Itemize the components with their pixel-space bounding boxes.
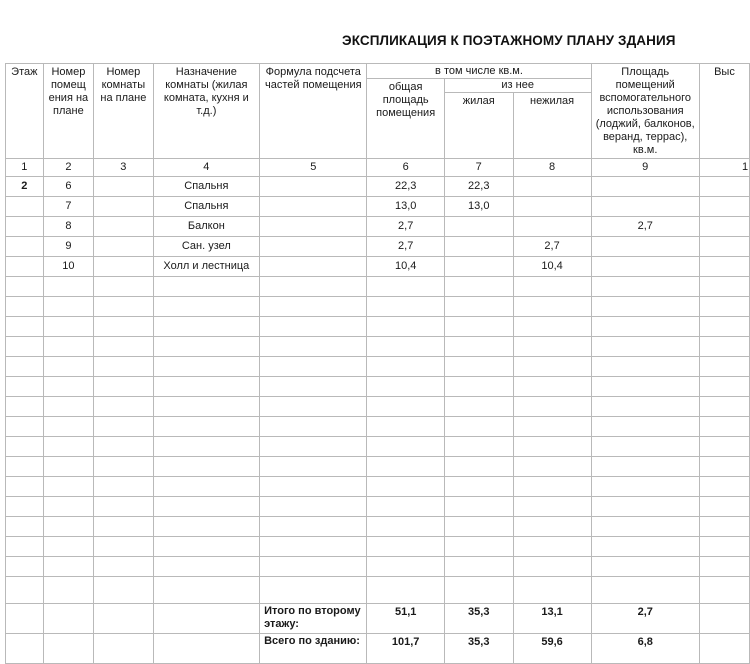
table-row bbox=[6, 217, 750, 237]
empty-cell bbox=[94, 457, 153, 477]
empty-cell bbox=[367, 397, 444, 417]
empty-cell bbox=[699, 457, 749, 477]
empty-cell bbox=[513, 497, 591, 517]
empty-cell bbox=[591, 357, 699, 377]
empty-cell bbox=[94, 634, 153, 664]
empty-cell bbox=[699, 577, 749, 604]
empty-cell bbox=[43, 317, 93, 337]
empty-cell bbox=[260, 277, 367, 297]
empty-cell bbox=[367, 317, 444, 337]
cell-formula bbox=[260, 237, 367, 257]
empty-cell bbox=[260, 477, 367, 497]
empty-cell bbox=[444, 557, 513, 577]
empty-cell bbox=[367, 277, 444, 297]
empty-cell bbox=[444, 457, 513, 477]
empty-cell bbox=[513, 437, 591, 457]
empty-cell bbox=[367, 517, 444, 537]
empty-cell bbox=[367, 417, 444, 437]
empty-cell bbox=[43, 604, 93, 634]
empty-cell bbox=[153, 297, 259, 317]
empty-cell bbox=[43, 377, 93, 397]
totals-nonliving: 59,6 bbox=[513, 634, 591, 664]
empty-cell bbox=[153, 604, 259, 634]
cell-room-no bbox=[94, 237, 153, 257]
empty-row bbox=[6, 477, 750, 497]
cell-height bbox=[699, 237, 749, 257]
empty-cell bbox=[43, 337, 93, 357]
empty-cell bbox=[94, 297, 153, 317]
empty-cell bbox=[444, 297, 513, 317]
empty-cell bbox=[699, 497, 749, 517]
empty-cell bbox=[591, 557, 699, 577]
cell-purpose: Сан. узел bbox=[153, 237, 259, 257]
empty-cell bbox=[153, 277, 259, 297]
empty-row bbox=[6, 537, 750, 557]
empty-row bbox=[6, 297, 750, 317]
empty-cell bbox=[43, 397, 93, 417]
empty-cell bbox=[367, 557, 444, 577]
cell-total: 2,7 bbox=[367, 217, 444, 237]
empty-cell bbox=[367, 497, 444, 517]
empty-cell bbox=[444, 397, 513, 417]
empty-row bbox=[6, 417, 750, 437]
empty-cell bbox=[513, 357, 591, 377]
empty-cell bbox=[43, 457, 93, 477]
column-number: 9 bbox=[591, 159, 699, 177]
header-total-area: общая площадь помещения bbox=[367, 79, 444, 159]
empty-cell bbox=[444, 337, 513, 357]
empty-cell bbox=[367, 337, 444, 357]
empty-cell bbox=[444, 417, 513, 437]
empty-cell bbox=[513, 397, 591, 417]
cell-aux bbox=[591, 237, 699, 257]
cell-height bbox=[699, 217, 749, 237]
column-number: 1 bbox=[6, 159, 44, 177]
empty-cell bbox=[699, 357, 749, 377]
document-title: ЭКСПЛИКАЦИЯ К ПОЭТАЖНОМУ ПЛАНУ ЗДАНИЯ bbox=[342, 33, 676, 48]
cell-room-no bbox=[94, 177, 153, 197]
empty-cell bbox=[260, 457, 367, 477]
header-auxiliary: Площадь помещений вспомогательного использования (лоджий, балконов, веранд, террас), кв.м. bbox=[591, 64, 699, 159]
column-number: 7 bbox=[444, 159, 513, 177]
cell-living bbox=[444, 217, 513, 237]
empty-cell bbox=[444, 377, 513, 397]
empty-cell bbox=[699, 437, 749, 457]
empty-cell bbox=[591, 397, 699, 417]
table-row bbox=[6, 257, 750, 277]
empty-cell bbox=[513, 297, 591, 317]
totals-aux: 2,7 bbox=[591, 604, 699, 634]
empty-cell bbox=[591, 497, 699, 517]
empty-cell bbox=[6, 377, 44, 397]
cell-aux bbox=[591, 257, 699, 277]
empty-cell bbox=[153, 397, 259, 417]
column-number: 6 bbox=[367, 159, 444, 177]
empty-cell bbox=[513, 337, 591, 357]
column-numbers-row bbox=[6, 159, 750, 177]
empty-cell bbox=[6, 297, 44, 317]
empty-cell bbox=[94, 417, 153, 437]
table-row bbox=[6, 177, 750, 197]
header-purpose: Назначение комнаты (жилая комната, кухня и т.д.) bbox=[153, 64, 259, 159]
cell-room-no-plan: 7 bbox=[43, 197, 93, 217]
column-number: 3 bbox=[94, 159, 153, 177]
empty-cell bbox=[444, 577, 513, 604]
cell-floor bbox=[6, 217, 44, 237]
cell-room-no bbox=[94, 257, 153, 277]
empty-cell bbox=[6, 634, 44, 664]
empty-cell bbox=[43, 477, 93, 497]
empty-cell bbox=[699, 417, 749, 437]
empty-cell bbox=[260, 377, 367, 397]
cell-height bbox=[699, 197, 749, 217]
header-formula: Формула подсчета частей помещения bbox=[260, 64, 367, 159]
empty-row bbox=[6, 357, 750, 377]
empty-cell bbox=[43, 634, 93, 664]
cell-aux bbox=[591, 197, 699, 217]
cell-room-no-plan: 9 bbox=[43, 237, 93, 257]
empty-cell bbox=[513, 317, 591, 337]
cell-aux: 2,7 bbox=[591, 217, 699, 237]
empty-cell bbox=[591, 537, 699, 557]
empty-cell bbox=[94, 577, 153, 604]
empty-cell bbox=[699, 317, 749, 337]
empty-cell bbox=[591, 477, 699, 497]
cell-living bbox=[444, 257, 513, 277]
empty-row bbox=[6, 377, 750, 397]
cell-purpose: Холл и лестница bbox=[153, 257, 259, 277]
empty-cell bbox=[260, 517, 367, 537]
empty-cell bbox=[43, 497, 93, 517]
empty-cell bbox=[699, 604, 749, 634]
empty-cell bbox=[591, 337, 699, 357]
empty-cell bbox=[43, 577, 93, 604]
cell-nonliving bbox=[513, 197, 591, 217]
empty-cell bbox=[260, 357, 367, 377]
table-row bbox=[6, 197, 750, 217]
empty-cell bbox=[367, 357, 444, 377]
cell-nonliving bbox=[513, 177, 591, 197]
empty-cell bbox=[153, 537, 259, 557]
empty-cell bbox=[94, 537, 153, 557]
empty-cell bbox=[6, 497, 44, 517]
cell-purpose: Спальня bbox=[153, 197, 259, 217]
cell-height bbox=[699, 177, 749, 197]
empty-cell bbox=[260, 557, 367, 577]
cell-living: 13,0 bbox=[444, 197, 513, 217]
empty-cell bbox=[94, 604, 153, 634]
empty-cell bbox=[153, 417, 259, 437]
cell-total: 22,3 bbox=[367, 177, 444, 197]
empty-cell bbox=[94, 477, 153, 497]
empty-cell bbox=[591, 437, 699, 457]
header-living: жилая bbox=[444, 93, 513, 159]
header-nonliving: нежилая bbox=[513, 93, 591, 159]
empty-cell bbox=[444, 437, 513, 457]
empty-cell bbox=[444, 477, 513, 497]
column-number: 8 bbox=[513, 159, 591, 177]
empty-cell bbox=[6, 604, 44, 634]
empty-row bbox=[6, 397, 750, 417]
empty-cell bbox=[94, 517, 153, 537]
empty-cell bbox=[591, 457, 699, 477]
totals-total: 101,7 bbox=[367, 634, 444, 664]
cell-formula bbox=[260, 177, 367, 197]
empty-cell bbox=[513, 457, 591, 477]
empty-cell bbox=[591, 417, 699, 437]
cell-room-no bbox=[94, 217, 153, 237]
empty-cell bbox=[43, 437, 93, 457]
cell-room-no-plan: 8 bbox=[43, 217, 93, 237]
empty-cell bbox=[6, 577, 44, 604]
cell-nonliving bbox=[513, 217, 591, 237]
empty-row bbox=[6, 497, 750, 517]
empty-cell bbox=[260, 397, 367, 417]
empty-cell bbox=[153, 557, 259, 577]
cell-room-no-plan: 6 bbox=[43, 177, 93, 197]
empty-cell bbox=[591, 317, 699, 337]
header-floor: Этаж bbox=[6, 64, 44, 159]
cell-formula bbox=[260, 197, 367, 217]
empty-cell bbox=[591, 377, 699, 397]
empty-cell bbox=[367, 377, 444, 397]
totals-nonliving: 13,1 bbox=[513, 604, 591, 634]
empty-cell bbox=[260, 537, 367, 557]
header-room-no: Номер комнаты на плане bbox=[94, 64, 153, 159]
empty-cell bbox=[513, 377, 591, 397]
empty-cell bbox=[260, 577, 367, 604]
header-room-no-plan: Номер помещ ения на плане bbox=[43, 64, 93, 159]
cell-floor: 2 bbox=[6, 177, 44, 197]
empty-cell bbox=[94, 377, 153, 397]
cell-living: 22,3 bbox=[444, 177, 513, 197]
table-row bbox=[6, 237, 750, 257]
cell-living bbox=[444, 237, 513, 257]
empty-cell bbox=[94, 317, 153, 337]
empty-cell bbox=[367, 477, 444, 497]
empty-cell bbox=[591, 277, 699, 297]
cell-nonliving: 10,4 bbox=[513, 257, 591, 277]
empty-cell bbox=[367, 437, 444, 457]
empty-cell bbox=[43, 517, 93, 537]
empty-cell bbox=[444, 517, 513, 537]
cell-total: 2,7 bbox=[367, 237, 444, 257]
empty-cell bbox=[444, 537, 513, 557]
empty-cell bbox=[6, 537, 44, 557]
cell-nonliving: 2,7 bbox=[513, 237, 591, 257]
empty-cell bbox=[444, 277, 513, 297]
empty-cell bbox=[513, 557, 591, 577]
empty-cell bbox=[444, 497, 513, 517]
totals-total: 51,1 bbox=[367, 604, 444, 634]
empty-cell bbox=[153, 457, 259, 477]
empty-cell bbox=[260, 337, 367, 357]
empty-cell bbox=[94, 397, 153, 417]
empty-cell bbox=[153, 577, 259, 604]
empty-cell bbox=[367, 537, 444, 557]
empty-cell bbox=[6, 457, 44, 477]
empty-cell bbox=[513, 517, 591, 537]
empty-row bbox=[6, 457, 750, 477]
empty-cell bbox=[43, 417, 93, 437]
header-of-which: из нее bbox=[444, 79, 591, 93]
empty-cell bbox=[94, 277, 153, 297]
empty-cell bbox=[591, 577, 699, 604]
cell-room-no bbox=[94, 197, 153, 217]
empty-cell bbox=[260, 417, 367, 437]
empty-cell bbox=[699, 517, 749, 537]
cell-formula bbox=[260, 257, 367, 277]
totals-row bbox=[6, 634, 750, 664]
totals-aux: 6,8 bbox=[591, 634, 699, 664]
empty-cell bbox=[6, 477, 44, 497]
empty-cell bbox=[444, 317, 513, 337]
empty-cell bbox=[6, 397, 44, 417]
empty-cell bbox=[513, 537, 591, 557]
empty-cell bbox=[6, 517, 44, 537]
empty-cell bbox=[513, 277, 591, 297]
empty-row bbox=[6, 577, 750, 604]
empty-cell bbox=[260, 437, 367, 457]
empty-row bbox=[6, 437, 750, 457]
empty-cell bbox=[94, 337, 153, 357]
empty-cell bbox=[591, 297, 699, 317]
empty-cell bbox=[699, 277, 749, 297]
header-including: в том числе кв.м. bbox=[367, 64, 591, 79]
cell-aux bbox=[591, 177, 699, 197]
empty-cell bbox=[513, 577, 591, 604]
empty-cell bbox=[260, 297, 367, 317]
empty-cell bbox=[6, 557, 44, 577]
totals-living: 35,3 bbox=[444, 634, 513, 664]
column-number: 5 bbox=[260, 159, 367, 177]
empty-row bbox=[6, 277, 750, 297]
empty-row bbox=[6, 557, 750, 577]
empty-cell bbox=[444, 357, 513, 377]
empty-cell bbox=[367, 457, 444, 477]
cell-total: 13,0 bbox=[367, 197, 444, 217]
empty-cell bbox=[591, 517, 699, 537]
cell-floor bbox=[6, 197, 44, 217]
empty-cell bbox=[94, 557, 153, 577]
header-height: Выс bbox=[699, 64, 749, 159]
empty-cell bbox=[699, 337, 749, 357]
empty-cell bbox=[153, 477, 259, 497]
explication-table bbox=[5, 63, 750, 664]
empty-cell bbox=[153, 497, 259, 517]
empty-cell bbox=[513, 417, 591, 437]
empty-cell bbox=[153, 517, 259, 537]
empty-cell bbox=[94, 357, 153, 377]
empty-cell bbox=[153, 337, 259, 357]
empty-cell bbox=[6, 357, 44, 377]
empty-cell bbox=[43, 557, 93, 577]
empty-cell bbox=[43, 277, 93, 297]
empty-cell bbox=[153, 357, 259, 377]
empty-cell bbox=[699, 477, 749, 497]
empty-cell bbox=[6, 417, 44, 437]
cell-floor bbox=[6, 257, 44, 277]
cell-height bbox=[699, 257, 749, 277]
empty-cell bbox=[43, 297, 93, 317]
cell-purpose: Балкон bbox=[153, 217, 259, 237]
empty-cell bbox=[699, 537, 749, 557]
empty-cell bbox=[153, 634, 259, 664]
empty-cell bbox=[699, 297, 749, 317]
empty-cell bbox=[6, 337, 44, 357]
empty-cell bbox=[94, 497, 153, 517]
empty-row bbox=[6, 517, 750, 537]
empty-cell bbox=[699, 397, 749, 417]
empty-cell bbox=[260, 497, 367, 517]
empty-cell bbox=[260, 317, 367, 337]
empty-row bbox=[6, 337, 750, 357]
empty-cell bbox=[153, 317, 259, 337]
totals-label: Итого по второму этажу: bbox=[260, 604, 367, 634]
empty-cell bbox=[367, 577, 444, 604]
empty-cell bbox=[367, 297, 444, 317]
empty-row bbox=[6, 317, 750, 337]
column-number: 1 bbox=[699, 159, 749, 177]
cell-room-no-plan: 10 bbox=[43, 257, 93, 277]
empty-cell bbox=[153, 377, 259, 397]
totals-label: Всего по зданию: bbox=[260, 634, 367, 664]
cell-floor bbox=[6, 237, 44, 257]
empty-cell bbox=[6, 277, 44, 297]
column-number: 4 bbox=[153, 159, 259, 177]
empty-cell bbox=[513, 477, 591, 497]
cell-purpose: Спальня bbox=[153, 177, 259, 197]
totals-row bbox=[6, 604, 750, 634]
empty-cell bbox=[6, 317, 44, 337]
empty-cell bbox=[6, 437, 44, 457]
totals-living: 35,3 bbox=[444, 604, 513, 634]
empty-cell bbox=[699, 557, 749, 577]
column-number: 2 bbox=[43, 159, 93, 177]
cell-total: 10,4 bbox=[367, 257, 444, 277]
empty-cell bbox=[153, 437, 259, 457]
empty-cell bbox=[43, 357, 93, 377]
cell-formula bbox=[260, 217, 367, 237]
empty-cell bbox=[94, 437, 153, 457]
empty-cell bbox=[43, 537, 93, 557]
empty-cell bbox=[699, 634, 749, 664]
empty-cell bbox=[699, 377, 749, 397]
